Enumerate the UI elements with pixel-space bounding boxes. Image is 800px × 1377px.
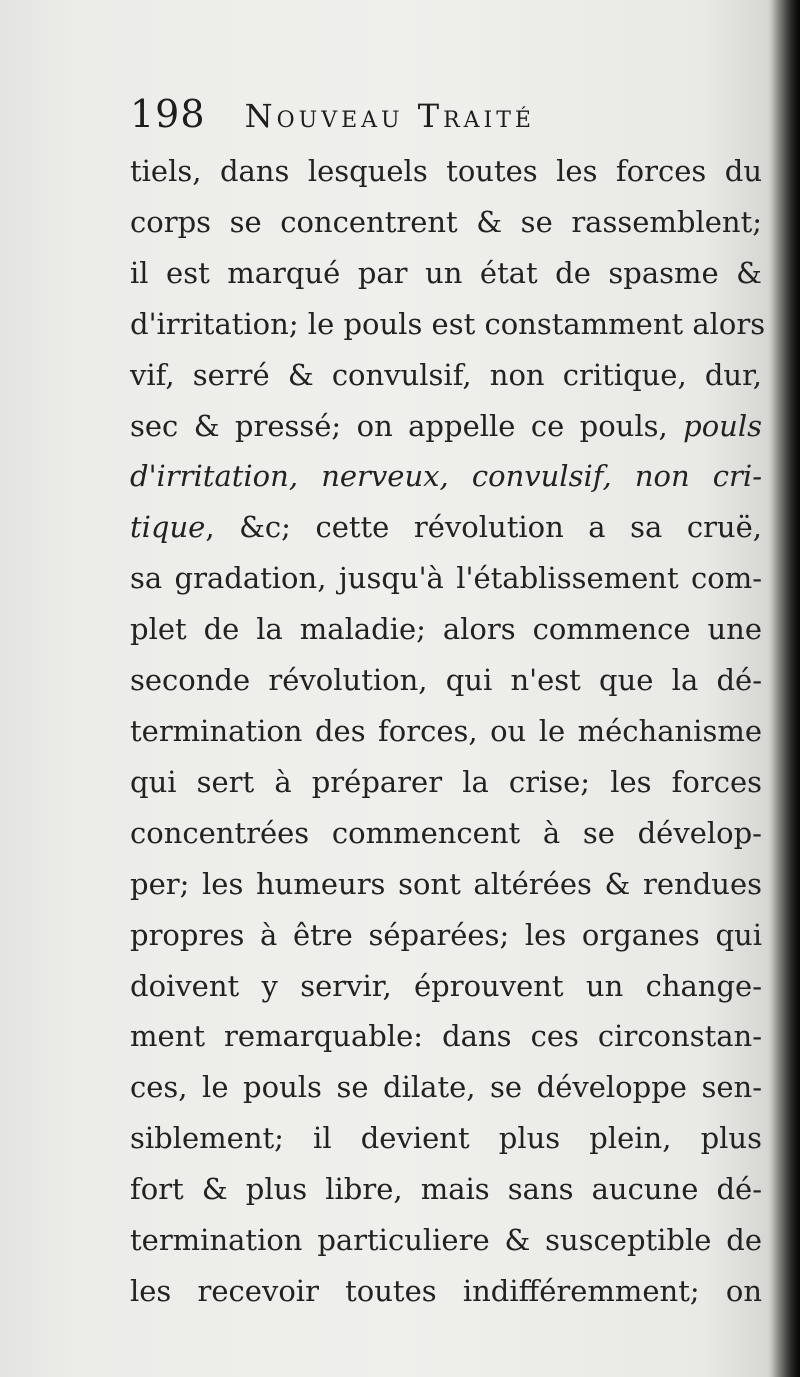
- text-line-italic: d'irritation, nerveux, convulsif, non cri-: [130, 459, 762, 494]
- text-line: termination des forces, ou le méchanisme: [130, 713, 762, 748]
- text-line: fort & plus libre, mais sans aucune dé-: [130, 1172, 762, 1207]
- text-line: concentrées commencent à se dévelop-: [130, 815, 762, 850]
- text-line: per; les humeurs sont altérées & rendues: [130, 866, 762, 901]
- text-line: propres à être séparées; les organes qui: [130, 917, 762, 952]
- text-line: [130, 502, 762, 553]
- text-line: corps se concentrent & se rassemblent;: [130, 204, 762, 239]
- text-line: tiels, dans lesquels toutes les forces du: [130, 154, 762, 188]
- text-line: vif, serré & convulsif, non critique, dur,: [130, 357, 762, 392]
- text-line: sa gradation, jusqu'à l'établissement com-: [130, 561, 762, 596]
- italic-term: tique: [130, 510, 206, 545]
- text-line: ces, le pouls se dilate, se développe sen-: [130, 1070, 762, 1105]
- text-line: plet de la maladie; alors commence une: [130, 612, 762, 647]
- text-line: siblement; il devient plus plein, plus: [130, 1121, 762, 1156]
- text-line: il est marqué par un état de spasme &: [130, 255, 762, 290]
- text-line: termination particuliere & susceptible de: [130, 1223, 762, 1258]
- text-line: ment remarquable: dans ces circonstan-: [130, 1019, 762, 1054]
- italic-term: pouls: [683, 408, 762, 443]
- page-header: [130, 92, 750, 136]
- page-number: 198: [130, 92, 206, 136]
- text-line: [130, 401, 762, 452]
- text-segment: , &c; cette révolution a sa cruë,: [205, 510, 762, 545]
- text-line: les recevoir toutes indifféremment; on: [130, 1273, 762, 1308]
- running-title: Nouveau Traité: [244, 97, 535, 135]
- binding-shadow: [772, 0, 800, 1377]
- text-line: seconde révolution, qui n'est que la dé-: [130, 663, 762, 698]
- text-line: doivent y servir, éprouvent un change-: [130, 968, 762, 1003]
- text-segment: sec & pressé; on appelle ce pouls,: [130, 408, 668, 443]
- body-text: [130, 146, 766, 1317]
- text-line: d'irritation; le pouls est constamment alors: [130, 306, 766, 341]
- text-line: qui sert à préparer la crise; les forces: [130, 764, 762, 799]
